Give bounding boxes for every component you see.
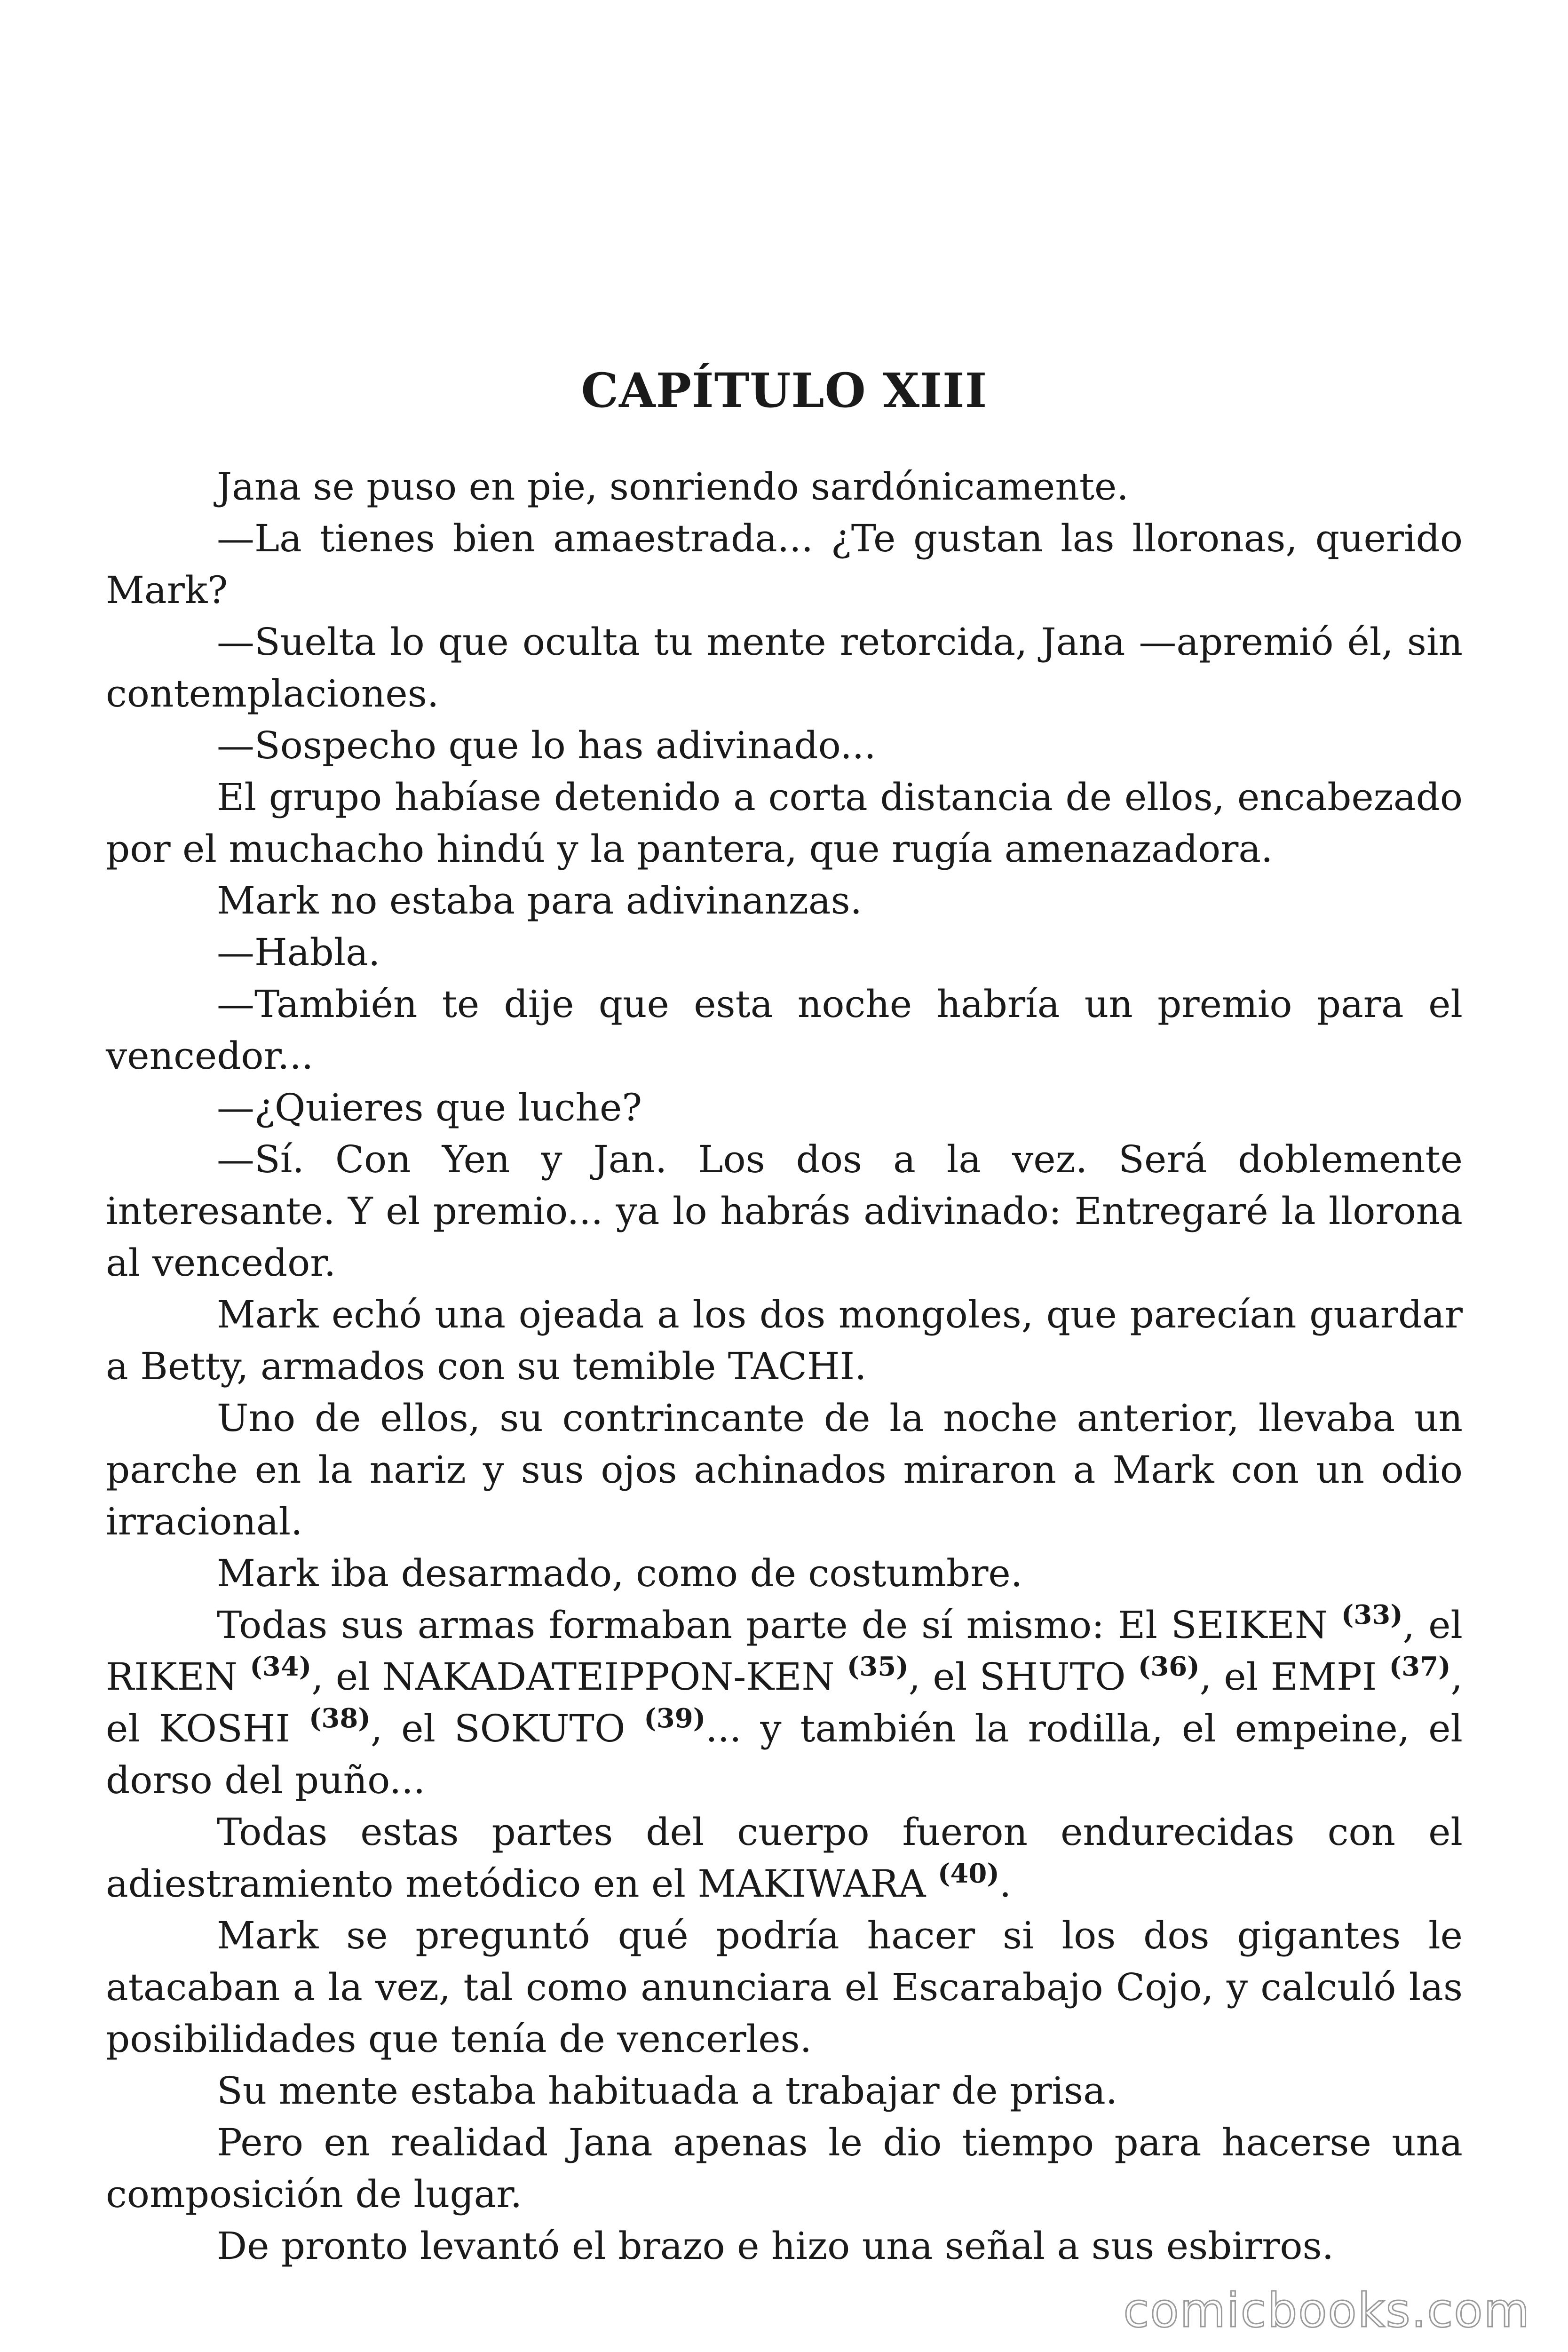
paragraph: —Suelta lo que oculta tu mente retorcida, Jana —apremió él, sin contemplaciones.: [106, 620, 1463, 715]
footnote-ref-37: (37): [1389, 1651, 1451, 1682]
arms-paragraph: [106, 1599, 1463, 1806]
paragraph: Su mente estaba habituada a trabajar de prisa.: [217, 2069, 1118, 2113]
footnote-ref-38: (38): [309, 1703, 371, 1734]
book-page: [106, 362, 1463, 2272]
watermark: comicbooks.com: [1123, 2283, 1530, 2338]
text-run: ... y también la rodilla, el empeine, el dorso del puño...: [106, 1707, 1463, 1802]
text-run: Todas estas partes del cuerpo fueron endurecidas con el adiestramiento metódico en el MAKIWARA: [106, 1810, 1463, 1906]
paragraph: De pronto levantó el brazo e hizo una señal a sus esbirros.: [217, 2224, 1334, 2268]
footnote-ref-40: (40): [937, 1858, 999, 1889]
paragraph: —Sospecho que lo has adivinado...: [217, 723, 876, 767]
chapter-title: CAPÍTULO XIII: [581, 363, 988, 418]
paragraph: Mark se preguntó qué podría hacer si los dos gigantes le atacaban a la vez, tal como anunciara el Escarabajo Cojo, y calculó las posibilidades que tenía de vencerles.: [106, 1914, 1463, 2061]
text-run: , el SOKUTO: [370, 1707, 644, 1750]
footnote-ref-34: (34): [250, 1651, 312, 1682]
text-run: , el NAKADATEIPPON-KEN: [311, 1655, 847, 1699]
text-run: , el SHUTO: [908, 1655, 1138, 1699]
footnote-ref-35: (35): [847, 1651, 909, 1682]
paragraph: —¿Quieres que luche?: [217, 1086, 642, 1129]
paragraph: Mark no estaba para adivinanzas.: [217, 879, 863, 922]
paragraph: Pero en realidad Jana apenas le dio tiempo para hacerse una composición de lugar.: [106, 2121, 1463, 2216]
text-run: .: [999, 1862, 1012, 1906]
text-run: , el KOSHI: [106, 1655, 1463, 1750]
paragraph: Uno de ellos, su contrincante de la noche anterior, llevaba un parche en la nariz y sus ojos achinados miraron a Mark con un odio irracional.: [106, 1396, 1463, 1543]
footnote-ref-39: (39): [644, 1703, 706, 1734]
paragraph: —Habla.: [217, 930, 380, 974]
paragraph: —También te dije que esta noche habría un premio para el vencedor...: [106, 982, 1463, 1078]
paragraph: —Sí. Con Yen y Jan. Los dos a la vez. Será doblemente interesante. Y el premio... ya lo habrás adivinado: Entregaré la llorona al vencedor.: [106, 1137, 1463, 1285]
text-run: Todas sus armas formaban parte de sí mismo: El SEIKEN: [217, 1603, 1341, 1647]
text-run: , el EMPI: [1199, 1655, 1389, 1699]
text-run: , el RIKEN: [106, 1603, 1463, 1699]
paragraph: —La tienes bien amaestrada... ¿Te gustan las lloronas, querido Mark?: [106, 516, 1463, 612]
paragraph: Mark iba desarmado, como de costumbre.: [217, 1551, 1023, 1595]
paragraph: Mark echó una ojeada a los dos mongoles, que parecían guardar a Betty, armados con su temible TACHI.: [106, 1293, 1463, 1388]
footnote-ref-33: (33): [1341, 1599, 1403, 1630]
footnote-ref-36: (36): [1138, 1651, 1200, 1682]
paragraph: El grupo habíase detenido a corta distancia de ellos, encabezado por el muchacho hindú y la pantera, que rugía amenazadora.: [106, 775, 1463, 871]
paragraph: Jana se puso en pie, sonriendo sardónicamente.: [217, 465, 1129, 509]
makiwara-paragraph: [106, 1806, 1463, 1910]
